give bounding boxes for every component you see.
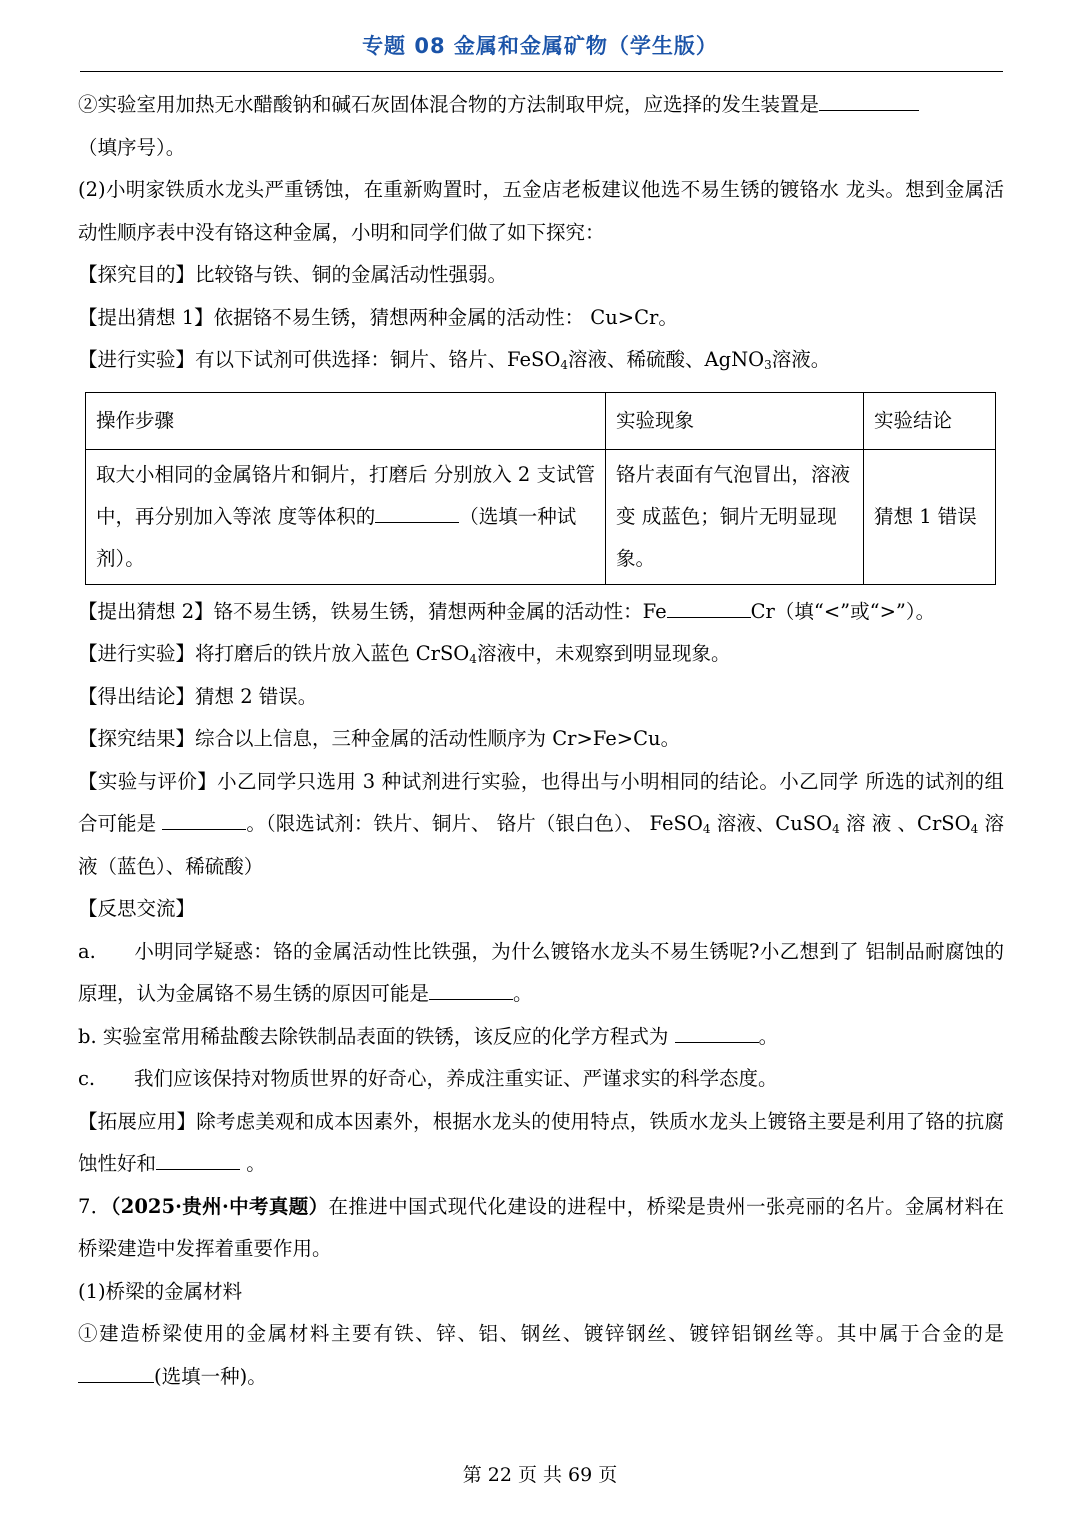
conclusion: 【得出结论】猜想 2 错误。 (78, 684, 318, 708)
header-rule (80, 71, 1003, 72)
reflection-c: c. 我们应该保持对物质世界的好奇心，养成注重实证、严谨求实的科学态度。 (78, 1067, 778, 1090)
experiment-reagents: 【进行实验】有以下试剂可供选择：铜片、铬片、FeSO$_4$溶液、稀硫酸、AgNO$_3$溶液。 (78, 348, 831, 372)
table-cell-phenomenon: 铬片表面有气泡冒出，溶液变 成蓝色；铜片无明显现象。 (606, 449, 864, 584)
page-footer: 第 22 页 共 69 页 (462, 1464, 618, 1486)
evaluation: 【实验与评价】小乙同学只选用 3 种试剂进行实验，也得出与小明相同的结论。小乙同学 所选的试剂的组合可能是 。（限选试剂：铁片、铜片、 铬片（银白色）、 FeSO$_4$ 溶液、CuSO$_4$ 溶 液 、CrSO$_4$ 溶液（蓝色）、稀硫酸） (78, 769, 1005, 878)
extended-application: 【拓展应用】除考虑美观和成本因素外，根据水龙头的使用特点，铁质水龙头上镀铬主要是利用了铬的抗腐蚀性好和 。 (78, 1109, 1004, 1175)
table-header-phenomenon: 实验现象 (606, 392, 864, 449)
table-cell-step: 取大小相同的金属铬片和铜片，打磨后 分别放入 2 支试管中，再分别加入等浓 度等体积的 （选填一种试剂）。 (86, 449, 606, 584)
answer-blank[interactable] (375, 498, 459, 523)
answer-blank[interactable] (78, 1358, 154, 1383)
table-cell-conclusion: 猜想 1 错误 (864, 449, 996, 584)
hypothesis-1: 【提出猜想 1】依据铬不易生锈，猜想两种金属的活动性： Cu>Cr。 (78, 305, 678, 329)
line-fill-number: （填序号）。 (78, 135, 186, 159)
question-source: （2025·贵州·中考真题） (110, 1194, 329, 1218)
table-header-step: 操作步骤 (86, 392, 606, 449)
reflection-heading: 【反思交流】 (78, 897, 196, 920)
question-7: 7．（2025·贵州·中考真题）在推进中国式现代化建设的进程中，桥梁是贵州一张亮丽的名片。金属材料在桥梁建造中发挥着重要作用。 (78, 1194, 1004, 1260)
table-header-conclusion: 实验结论 (864, 392, 996, 449)
table-header-row (86, 392, 996, 449)
line-methane-device: ②实验室用加热无水醋酸钠和碱石灰固体混合物的方法制取甲烷，应选择的发生装置是 (78, 84, 1004, 127)
answer-blank[interactable] (156, 1145, 240, 1170)
table-row (86, 449, 996, 584)
hypothesis-2: 【提出猜想 2】铬不易生锈，铁易生锈，猜想两种金属的活动性：Fe Cr（填“<”或“>”）。 (78, 591, 1004, 634)
inquiry-result: 【探究结果】综合以上信息，三种金属的活动性顺序为 Cr>Fe>Cu。 (78, 727, 681, 750)
reflection-a: a. 小明同学疑惑：铬的金属活动性比铁强，为什么镀铬水龙头不易生锈呢?小乙想到了 铝制品耐腐蚀的原理，认为金属铬不易生锈的原因可能是 。 (78, 939, 1004, 1005)
document-body (78, 84, 1004, 1398)
answer-blank[interactable] (819, 86, 919, 111)
inquiry-purpose: 【探究目的】比较铬与铁、铜的金属活动性强弱。 (78, 263, 508, 286)
answer-blank[interactable] (667, 593, 751, 618)
page-header: 专题 08 金属和金属矿物（学生版） (362, 34, 718, 58)
answer-blank[interactable] (675, 1018, 759, 1043)
reflection-b: b. 实验室常用稀盐酸去除铁制品表面的铁锈，该反应的化学方程式为 。 (78, 1016, 1004, 1059)
bridge-alloy-question: ①建造桥梁使用的金属材料主要有铁、锌、铝、钢丝、镀锌钢丝、镀锌铝钢丝等。其中属于合金的是(选填一种)。 (78, 1322, 1004, 1388)
question-2-intro: (2)小明家铁质水龙头严重锈蚀，在重新购置时，五金店老板建议他选不易生锈的镀铬水 龙头。想到金属活动性顺序表中没有铬这种金属，小明和同学们做了如下探究： (78, 178, 1004, 244)
answer-blank[interactable] (429, 975, 513, 1000)
bridge-metal-materials: (1)桥梁的金属材料 (78, 1279, 243, 1303)
experiment-table (85, 392, 996, 585)
experiment-2: 【进行实验】将打磨后的铁片放入蓝色 CrSO$_4$溶液中，未观察到明显现象。 (78, 642, 731, 666)
answer-blank[interactable] (162, 805, 246, 830)
